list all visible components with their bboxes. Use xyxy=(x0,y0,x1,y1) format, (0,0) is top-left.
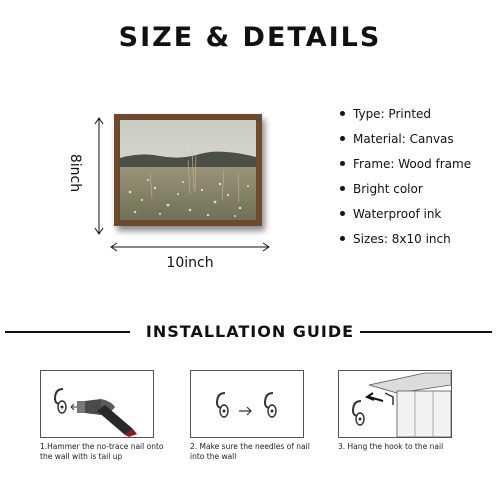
spec-item: Bright color xyxy=(340,176,471,201)
bullet-icon xyxy=(340,136,345,141)
step-1-caption: 1.Hammer the no-trace nail onto the wall with is tail up xyxy=(40,442,164,461)
installation-guide-title: INSTALLATION GUIDE xyxy=(145,322,355,341)
height-arrow xyxy=(94,117,104,235)
bullet-icon xyxy=(340,161,345,166)
spec-item: Type: Printed xyxy=(340,101,471,126)
bullet-icon xyxy=(340,111,345,116)
framed-painting xyxy=(114,114,262,226)
step-2-caption: 2. Make sure the needles of nail into the wall xyxy=(190,442,310,461)
meadow-landscape-image xyxy=(120,120,256,220)
spec-item: Material: Canvas xyxy=(340,126,471,151)
spec-item: Frame: Wood frame xyxy=(340,151,471,176)
step-3-caption: 3. Hang the hook to the nail xyxy=(338,442,444,451)
nail-hook-icon xyxy=(191,371,303,437)
height-label: 8inch xyxy=(67,153,83,193)
spec-list xyxy=(340,101,471,251)
spec-item: Sizes: 8x10 inch xyxy=(340,226,471,251)
bullet-icon xyxy=(340,236,345,241)
page-title: SIZE & DETAILS xyxy=(118,22,382,53)
width-label: 10inch xyxy=(166,255,214,271)
hang-frame-icon xyxy=(339,371,451,437)
spec-item: Waterproof ink xyxy=(340,201,471,226)
width-arrow xyxy=(110,242,270,252)
hammer-icon xyxy=(41,371,153,437)
bullet-icon xyxy=(340,211,345,216)
step-3-illustration xyxy=(338,370,452,438)
bullet-icon xyxy=(340,186,345,191)
step-1-illustration xyxy=(40,370,154,438)
step-2-illustration xyxy=(190,370,304,438)
